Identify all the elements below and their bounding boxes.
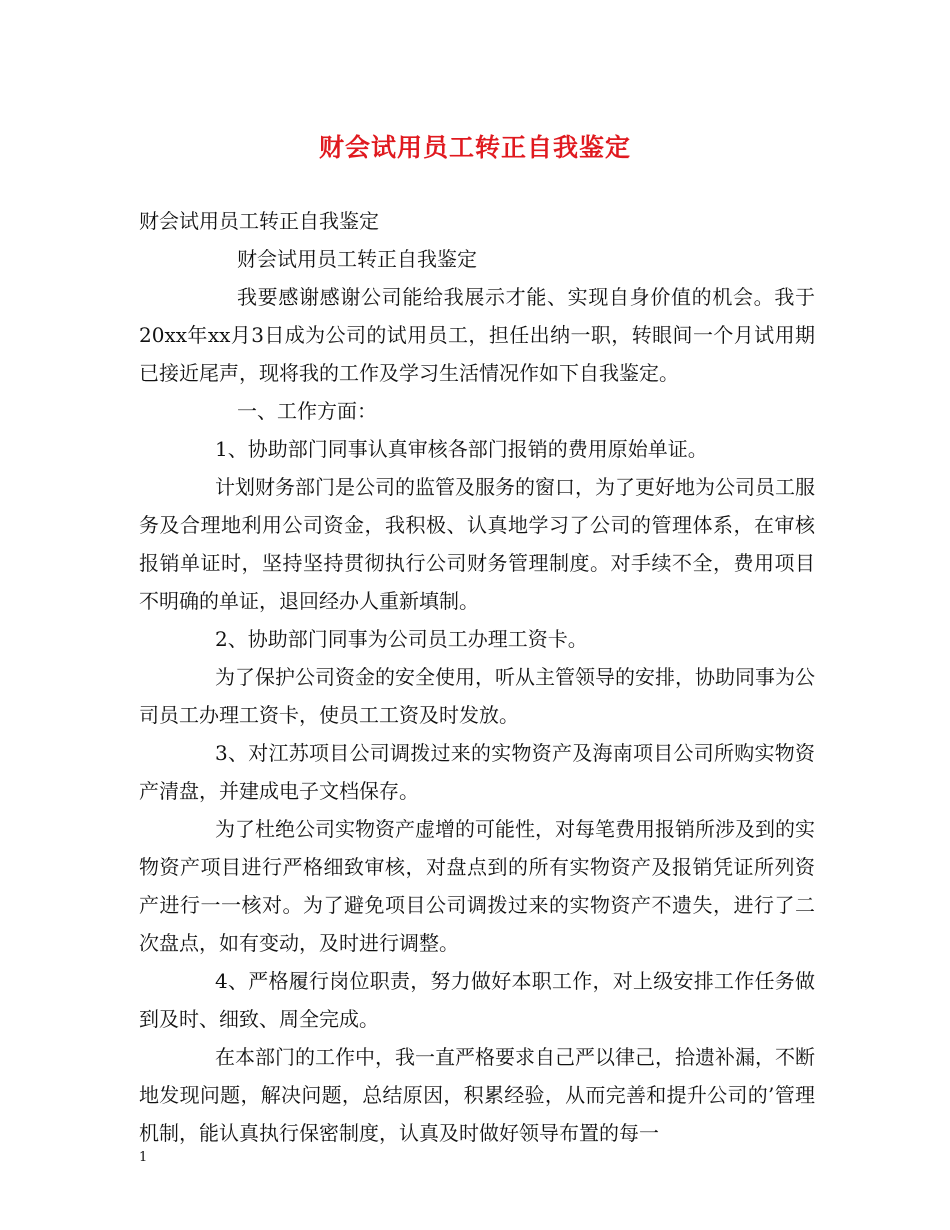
item-4-heading: 4、严格履行岗位职责，努力做好本职工作，对上级安排工作任务做到及时、细致、周全完成。 (139, 969, 815, 1031)
item-2-body: 为了保护公司资金的安全使用，听从主管领导的安排，协助同事为公司员工办理工资卡，使员工工资及时发放。 (139, 665, 815, 727)
paragraph-subheading: 财会试用员工转正自我鉴定 (237, 247, 477, 271)
paragraph-intro: 我要感谢感谢公司能给我展示才能、实现自身价值的机会。我于20xx年xx月3日成为公司的试用员工，担任出纳一职，转眼间一个月试用期已接近尾声，现将我的工作及学习生活情况作如下自我鉴定。 (139, 285, 815, 385)
page-number: 1 (139, 1150, 148, 1165)
item-1-body: 计划财务部门是公司的监管及服务的窗口，为了更好地为公司员工服务及合理地利用公司资金，我积极、认真地学习了公司的管理体系，在审核报销单证时，坚持坚持贯彻执行公司财务管理制度。对手续不全，费用项目不明确的单证，退回经办人重新填制。 (139, 475, 815, 613)
item-2-heading: 2、协助部门同事为公司员工办理工资卡。 (215, 627, 588, 651)
section-heading-work: 一、工作方面： (237, 399, 377, 423)
paragraph-heading: 财会试用员工转正自我鉴定 (139, 209, 379, 233)
item-3-body: 为了杜绝公司实物资产虚增的可能性，对每笔费用报销所涉及到的实物资产项目进行严格细致审核，对盘点到的所有实物资产及报销凭证所列资产进行一一核对。为了避免项目公司调拨过来的实物资产不遗失，进行了二次盘点，如有变动，及时进行调整。 (139, 817, 815, 955)
item-3-heading: 3、对江苏项目公司调拨过来的实物资产及海南项目公司所购实物资产清盘，并建成电子文档保存。 (139, 741, 815, 803)
item-1-heading: 1、协助部门同事认真审核各部门报销的费用原始单证。 (215, 437, 708, 461)
document-body (139, 202, 815, 1152)
item-4-body: 在本部门的工作中，我一直严格要求自己严以律己，拾遗补漏，不断地发现问题，解决问题，总结原因，积累经验，从而完善和提升公司的’管理机制，能认真执行保密制度，认真及时做好领导布置的每一 (139, 1045, 815, 1145)
document-title: 财会试用员工转正自我鉴定 (318, 133, 631, 162)
